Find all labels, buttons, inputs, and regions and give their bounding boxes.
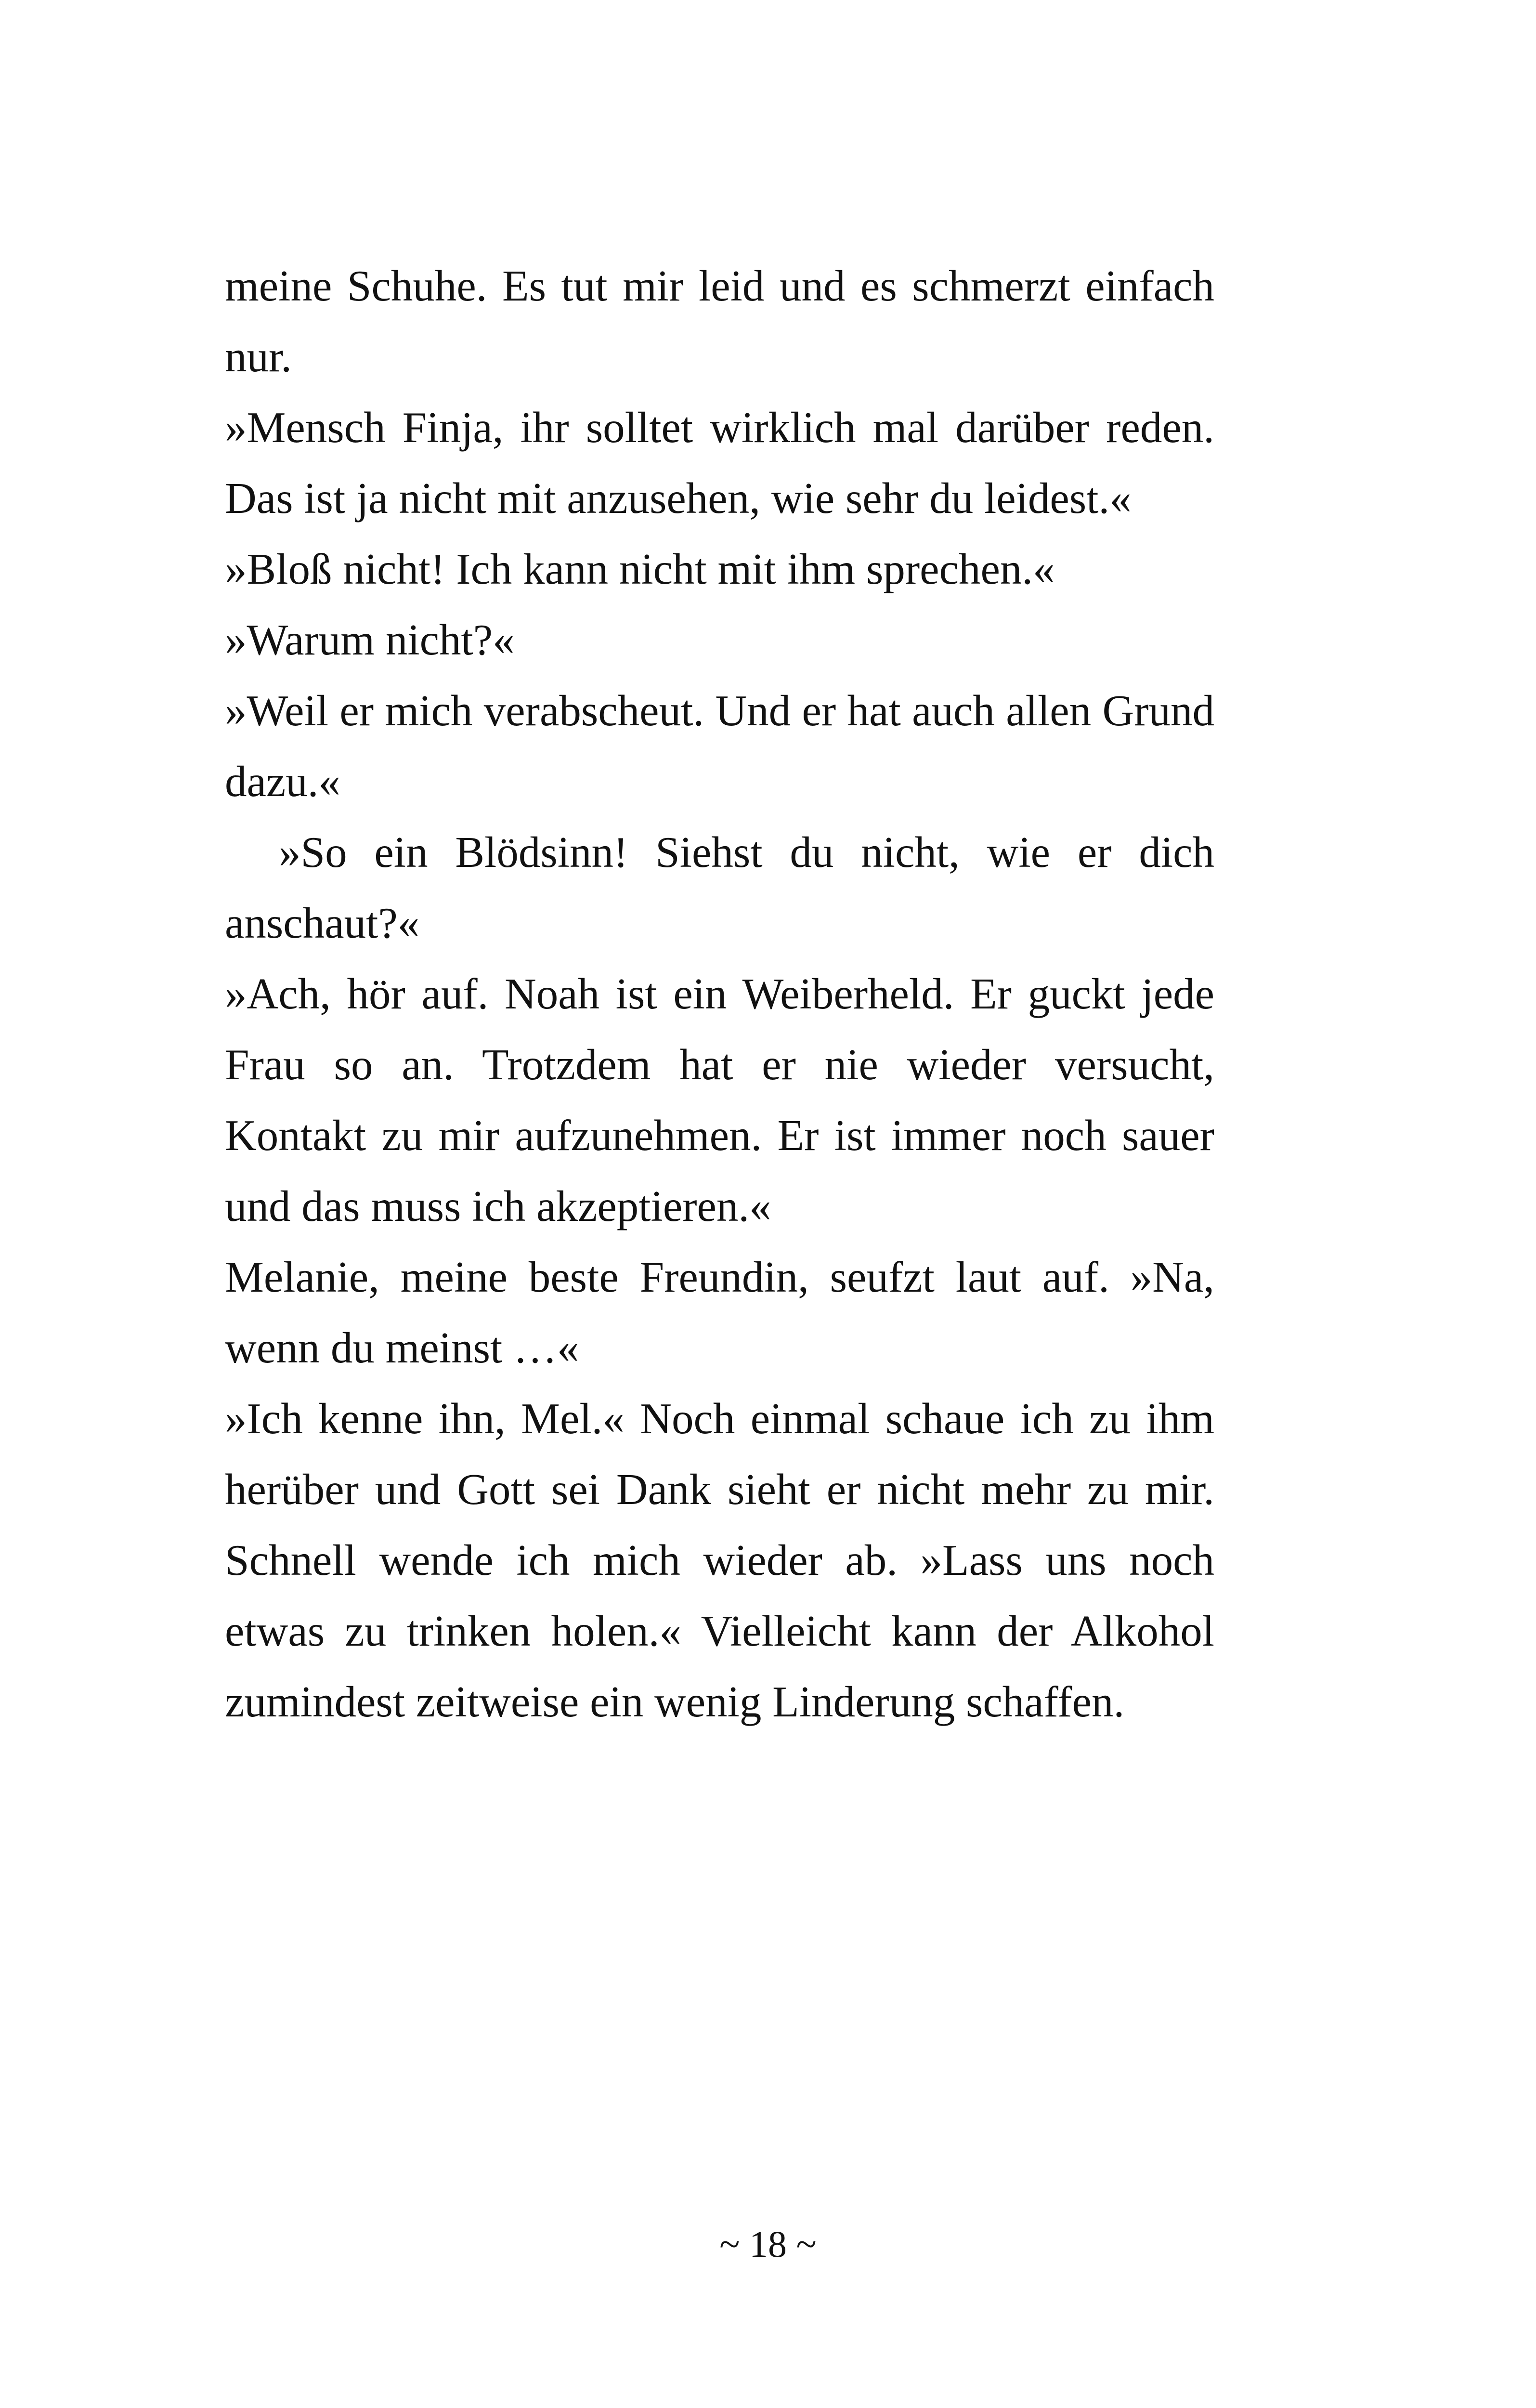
paragraph: »Ich kenne ihn, Mel.« Noch einmal schaue ich zu ihm herüber und Gott sei Dank sieht er nicht mehr zu mir. Schnell wende ich mich wieder ab. »Lass uns noch etwas zu trinken holen.« Vielleicht kann der Alkohol zumindest zeitweise ein wenig Linderung schaffen.: [225, 1394, 1214, 1726]
paragraph: »Weil er mich verabscheut. Und er hat auch allen Grund dazu.«: [225, 686, 1214, 806]
paragraph: »Bloß nicht! Ich kann nicht mit ihm sprechen.«: [225, 545, 1055, 593]
paragraph: »Ach, hör auf. Noah ist ein Weiberheld. Er guckt jede Frau so an. Trotzdem hat er nie wieder versucht, Kontakt zu mir aufzunehmen. Er ist immer noch sauer und das muss ich akzeptieren.«: [225, 969, 1214, 1230]
paragraph: »Mensch Finja, ihr solltet wirklich mal darüber reden. Das ist ja nicht mit anzusehen, wie sehr du leidest.«: [225, 403, 1214, 523]
paragraph: »So ein Blödsinn! Siehst du nicht, wie er dich anschaut?«: [225, 828, 1214, 947]
page-number: ~ 18 ~: [719, 2223, 817, 2265]
paragraph: »Warum nicht?«: [225, 615, 515, 664]
paragraph: meine Schuhe. Es tut mir leid und es schmerzt einfach nur.: [225, 262, 1214, 381]
body-text: [225, 250, 1214, 1737]
paragraph: Melanie, meine beste Freundin, seufzt laut auf. »Na, wenn du meinst …«: [225, 1253, 1214, 1372]
